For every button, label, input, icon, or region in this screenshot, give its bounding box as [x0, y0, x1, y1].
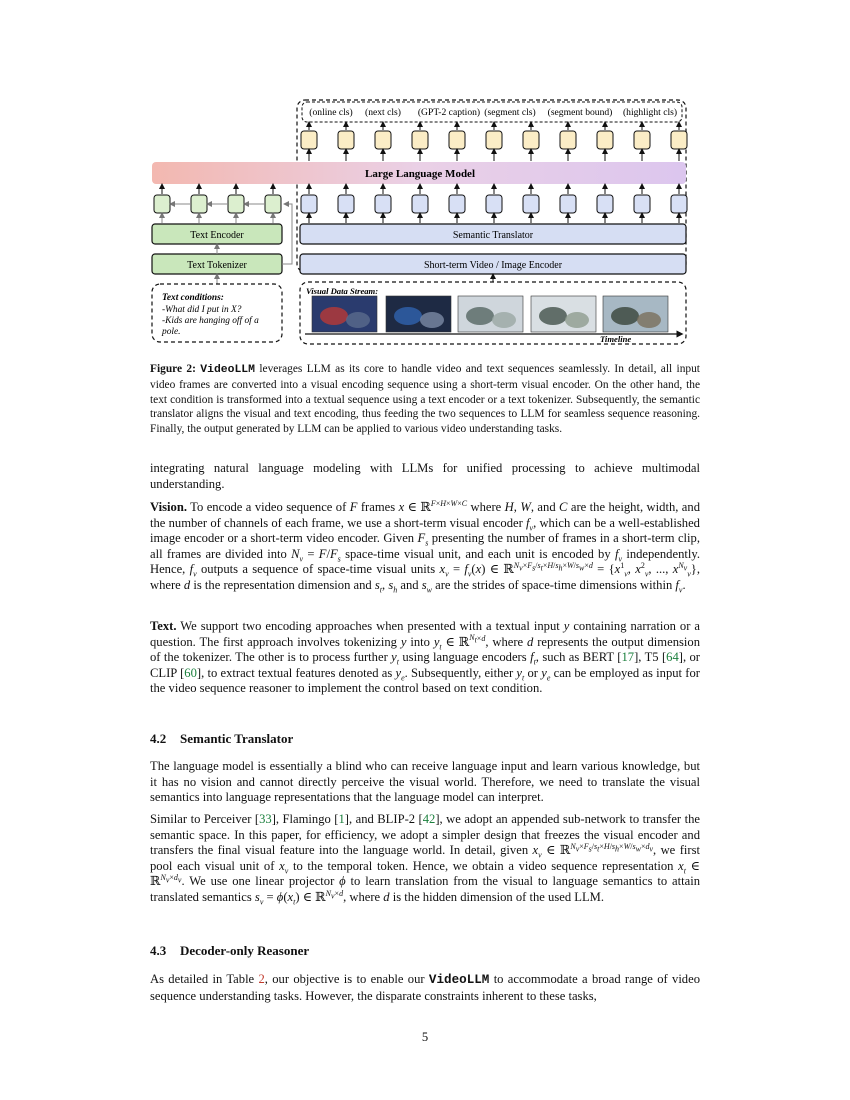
visual-token: [301, 195, 317, 213]
visual-token: [375, 195, 391, 213]
video-frame: [603, 296, 668, 332]
visual-token: [634, 195, 650, 213]
text-condition-line-2: -Kids are hanging off of a: [162, 316, 259, 326]
semantic-translator-paragraph-1: The language model is essentially a blind who can receive language input and learn various knowledge, but it has no vision and cannot directly perceive the visual world. Therefore, we need to translate the visual semantics into language representations that the language model can interpret.: [150, 759, 700, 805]
output-region: [297, 100, 686, 272]
video-frame: [531, 296, 596, 332]
video-encoder-label: Short-term Video / Image Encoder: [423, 260, 563, 271]
section-4-3-number: 4.3: [150, 943, 167, 958]
semantic-translator-paragraph-2: Similar to Perceiver [33], Flamingo [1], and BLIP-2 [42], we adopt an appended sub-network to transfer the semantic space. In this paper, for efficiency, we adopt a simpler design that freezes the visual encoder and transfers the final visual feature into the language world. In detail, given $x_v$ ∈ ℝ$^{N_v\times F_s/s_t\times H/s_h\times W/s_w\times d_v}$, we first pool each visual unit of $x_v$ to the temporal token. Hence, we obtain a video sequence representation $x_t$ ∈ ℝ$^{N_v\times d_v}$. We use one linear projector ϕ to learn translation from the visual to language semantics to attain translated semantics $s_v = \phi(x_t)$ ∈ ℝ$^{N_v\times d}$, where d is the hidden dimension of the used LLM.: [150, 812, 701, 907]
intro-paragraph: integrating natural language modeling with LLMs for unified processing to achieve multimodal understanding.: [150, 461, 700, 491]
visual-token: [597, 195, 613, 213]
output-label: (segment bound): [547, 107, 613, 118]
visual-stream-label: Visual Data Stream:: [306, 286, 379, 296]
output-tokens: [301, 124, 687, 161]
visual-token: [486, 195, 502, 213]
visual-token: [412, 195, 428, 213]
section-4-2-number: 4.2: [150, 731, 167, 746]
visual-tokens: [301, 186, 687, 223]
text-condition-line-1: -What did I put in X?: [162, 305, 242, 315]
section-4-2-title: Semantic Translator: [180, 731, 294, 746]
output-token: [338, 131, 354, 149]
caption-text: leverages LLM as its core to handle video and text sequences seamlessly. In detail, all input video frames are converted into a visual encoding sequence using a short-term visual encoder. On the other hand, the text condition is transformed into a textual sequence using a text encoder or a text tokenizer. Subsequently, the semantic translator aligns the visual and text encoding, thus feeding the two sequences to LLM for seamless sequence reasoning. Finally, the output generated by LLM can be applied to various video understanding tasks.: [150, 363, 700, 436]
tokenizer-bypass-connector: [282, 204, 292, 264]
output-label: (highlight cls): [622, 107, 678, 118]
text-token: [228, 195, 244, 213]
text-encoder-label: Text Encoder: [190, 230, 244, 241]
text-token: [154, 195, 170, 213]
section-4-3-title: Decoder-only Reasoner: [180, 943, 310, 958]
decoder-reasoner-paragraph: As detailed in Table 2, our objective is to enable our VideoLLM to accommodate a broad range of video sequence understanding tasks. However, the disparate constraints inherent to these tasks,: [150, 972, 700, 1003]
visual-token: [449, 195, 465, 213]
page-number: 5: [421, 1030, 429, 1044]
output-token: [375, 131, 391, 149]
caption-label: Figure 2:: [150, 363, 196, 375]
video-frame: [312, 296, 377, 332]
architecture-figure: [0, 0, 850, 360]
semantic-translator-label: Semantic Translator: [452, 230, 534, 241]
output-token: [671, 131, 687, 149]
figure-caption: [150, 362, 700, 437]
video-frame: [458, 296, 523, 332]
text-token: [191, 195, 207, 213]
visual-token: [671, 195, 687, 213]
output-token: [523, 131, 539, 149]
output-token: [449, 131, 465, 149]
output-label: (next cls): [365, 107, 401, 118]
section-4-2-heading: [150, 731, 293, 747]
video-frames: [312, 296, 668, 332]
timeline-label: Timeline: [600, 334, 632, 344]
output-token: [486, 131, 502, 149]
text-heading: Text.: [150, 619, 177, 633]
llm-label: Large Language Model: [365, 168, 475, 180]
text-paragraph: Text. We support two encoding approaches when presented with a textual input y containing narration or a question. The first approach involves tokenizing y into $y_t$ ∈ ℝ$^{N_t\times d}$, where d represents the output dimension of the tokenizer. The other is to process further $y_t$ using language encoders $f_t$, such as BERT [17], T5 [64], or CLIP [60], to extract textual features denoted as $y_e$. Subsequently, either $y_t$ or $y_e$ can be employed as input for the video sequence reasoner to implement the control based on text condition.: [150, 619, 700, 696]
vision-heading: Vision.: [150, 500, 187, 514]
output-label: (segment cls): [484, 107, 536, 118]
output-label: (online cls): [309, 107, 353, 118]
output-token: [597, 131, 613, 149]
visual-token: [338, 195, 354, 213]
output-token: [634, 131, 650, 149]
visual-token: [523, 195, 539, 213]
text-conditions-title: Text conditions:: [162, 293, 224, 303]
output-token: [301, 131, 317, 149]
text-tokens: [154, 186, 281, 223]
output-token: [412, 131, 428, 149]
video-frame: [386, 296, 451, 332]
caption-model-name: VideoLLM: [200, 364, 255, 376]
visual-token: [560, 195, 576, 213]
output-token: [560, 131, 576, 149]
text-token: [265, 195, 281, 213]
vision-paragraph: Vision. To encode a video sequence of F frames x ∈ ℝ$^{F\times H\times W\times C}$ where H, W, and C are the height, width, and the number of channels of each frame, we use a short-term visual encoder $f_v$, which can be a well-established image encoder or a short-term video encoder. Given $F_s$ presenting the number of frames in a short-term clip, all frames are divided into $N_v = F/F_s$ space-time visual unit, and each unit is encoded by $f_v$ independently. Hence, $f_v$ outputs a sequence of space-time visual units $x_v = f_v(x)$ ∈ ℝ$^{N_v\times F_s/s_t\times H/s_h\times W/s_w\times d}$ = {$x^1_v$, $x^2_v$, ..., $x^{N_v}_v$}, where d is the representation dimension and $s_t$, $s_h$ and $s_w$ are the strides of space-time dimensions within $f_v$.: [150, 498, 700, 595]
section-4-3-heading: [150, 943, 309, 959]
text-tokenizer-label: Text Tokenizer: [187, 260, 247, 271]
text-condition-line-3: pole.: [162, 327, 181, 337]
output-label: (GPT-2 caption): [417, 107, 481, 118]
